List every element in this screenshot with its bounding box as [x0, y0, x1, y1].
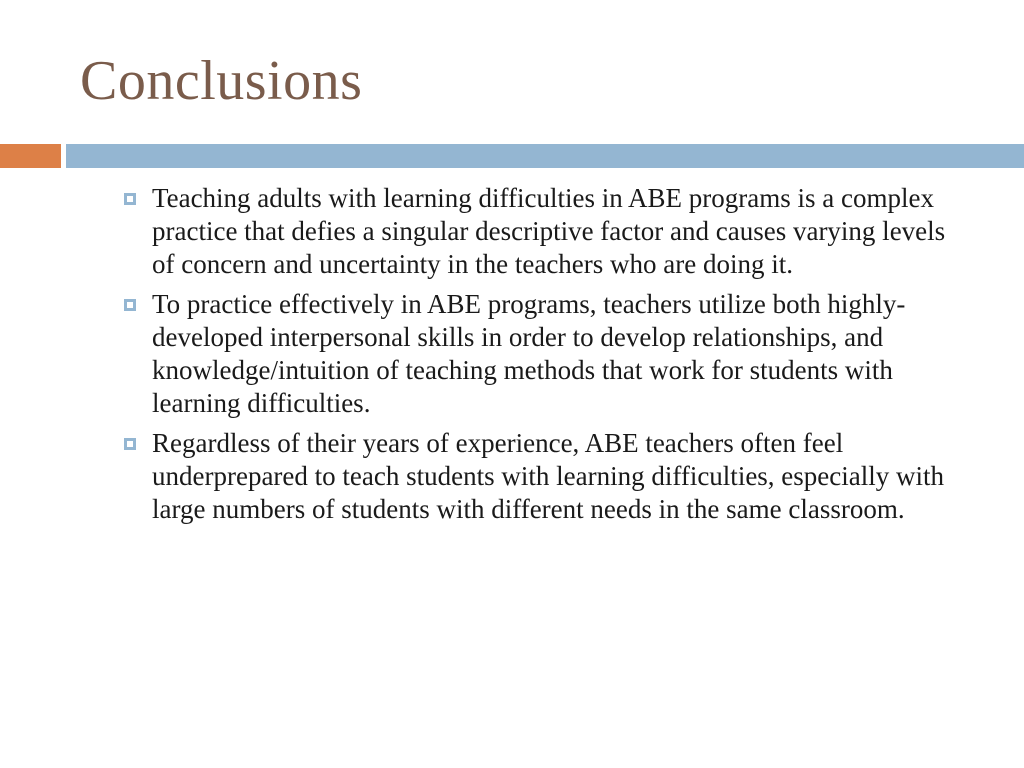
bullet-item [120, 288, 970, 420]
bullet-text: Teaching adults with learning difficulties in ABE programs is a complex practice that defies a singular descriptive factor and causes varying levels of concern and uncertainty in the teachers who are doing it. [152, 183, 946, 279]
divider-accent-orange [0, 144, 61, 168]
square-bullet-icon [124, 299, 136, 311]
slide-title: Conclusions [80, 50, 363, 112]
square-bullet-icon [124, 193, 136, 205]
bullet-item [120, 427, 970, 526]
bullet-list [120, 182, 970, 533]
square-bullet-icon [124, 438, 136, 450]
divider-accent-blue [66, 144, 1024, 168]
bullet-text: Regardless of their years of experience, ABE teachers often feel underprepared to teach students with learning difficulties, especially with large numbers of students with different needs in the same classroom. [152, 428, 945, 524]
bullet-item [120, 182, 970, 281]
bullet-text: To practice effectively in ABE programs, teachers utilize both highly-developed interpersonal skills in order to develop relationships, and knowledge/intuition of teaching methods that work for students with learning difficulties. [152, 289, 906, 418]
